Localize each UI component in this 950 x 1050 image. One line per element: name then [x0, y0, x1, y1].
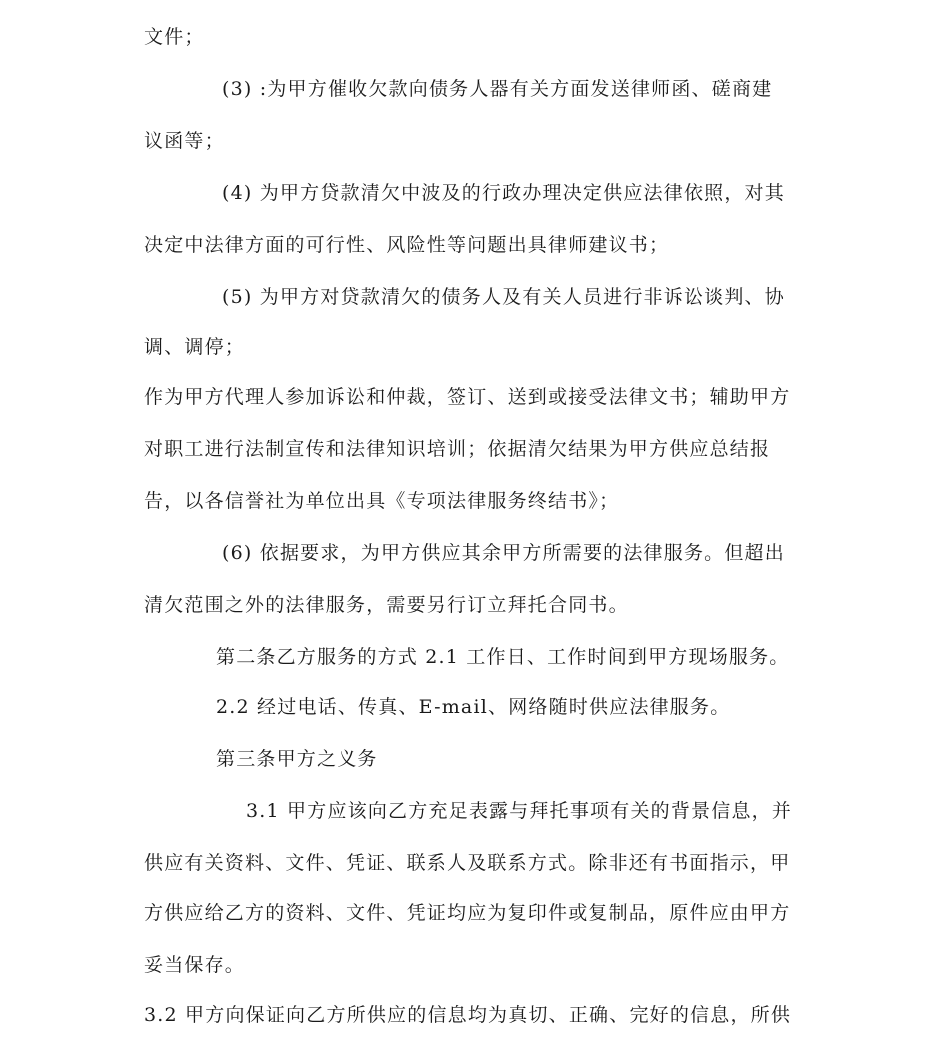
- text-line: 方供应给乙方的资料、文件、凭证均应为复印件或复制品，原件应由甲方: [144, 902, 791, 924]
- text-line: (4) 为甲方贷款清欠中波及的行政办理决定供应法律依照，对其: [222, 182, 785, 204]
- text-line: 妥当保存。: [144, 954, 246, 976]
- text-line: 作为甲方代理人参加诉讼和仲裁，签订、送到或接受法律文书；辅助甲方: [144, 386, 791, 408]
- text-line: 决定中法律方面的可行性、风险性等问题出具律师建议书；: [144, 234, 670, 256]
- text-line: 告，以各信誉社为单位出具《专项法律服务终结书》；: [144, 490, 620, 512]
- text-line: 文件；: [144, 26, 205, 48]
- text-line: 调、调停；: [144, 336, 246, 358]
- text-line: 第二条乙方服务的方式 2.1 工作日、工作时间到甲方现场服务。: [216, 646, 790, 668]
- text-line: (5) 为甲方对贷款清欠的债务人及有关人员进行非诉讼谈判、协: [222, 286, 785, 308]
- text-line: 2.2 经过电话、传真、E-mail、网络随时供应法律服务。: [216, 696, 731, 718]
- text-line: 对职工进行法制宣传和法律知识培训；依据清欠结果为甲方供应总结报: [144, 438, 771, 460]
- text-line: 3.1 甲方应该向乙方充足表露与拜托事项有关的背景信息，并: [246, 800, 793, 822]
- text-line: 供应有关资料、文件、凭证、联系人及联系方式。除非还有书面指示，甲: [144, 852, 791, 874]
- text-line: (6) 依据要求，为甲方供应其余甲方所需要的法律服务。但超出: [222, 542, 785, 564]
- text-line: 议函等；: [144, 130, 225, 152]
- text-line: 3.2 甲方向保证向乙方所供应的信息均为真切、正确、完好的信息，所供: [144, 1004, 792, 1026]
- text-line: 清欠范围之外的法律服务，需要另行订立拜托合同书。: [144, 594, 629, 616]
- section-heading: 第三条甲方之义务: [216, 748, 378, 770]
- text-line: (3) :为甲方催收欠款向债务人器有关方面发送律师函、磋商建: [222, 78, 773, 100]
